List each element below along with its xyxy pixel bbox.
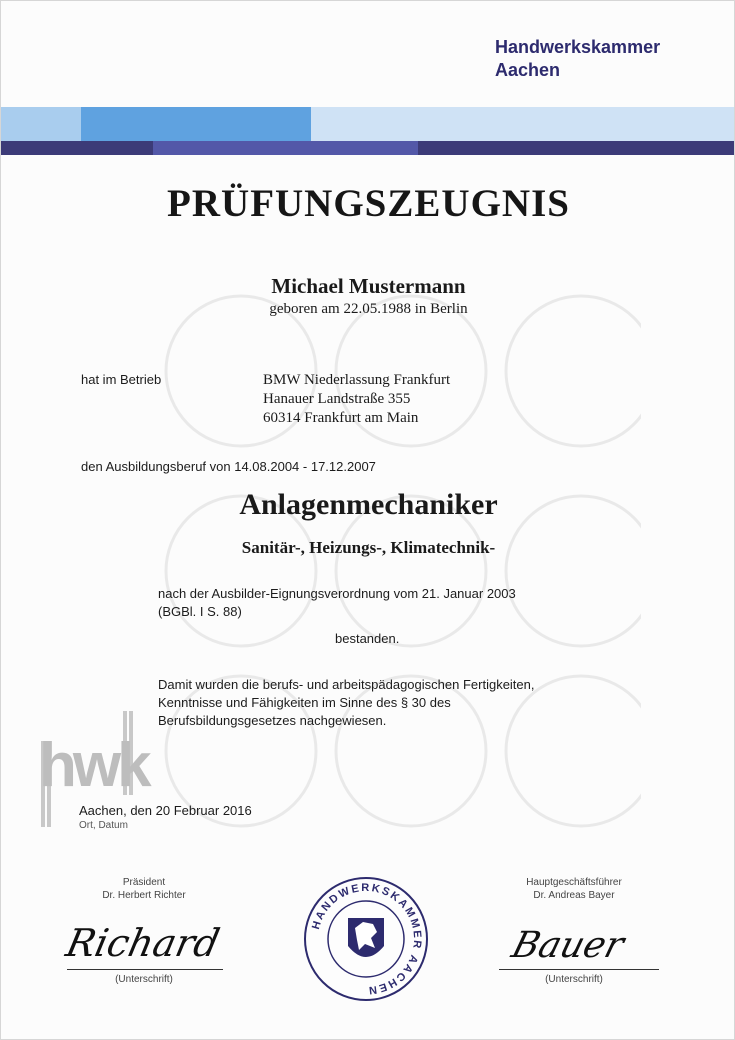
signature-left-line	[67, 969, 223, 970]
statement-line: Damit wurden die berufs- und arbeitspädagogischen Fertigkeiten,	[158, 677, 535, 692]
signer-left-name: Dr. Herbert Richter	[102, 890, 186, 901]
signer-left-role: Präsident	[122, 877, 166, 888]
issuer-line-1: Handwerkskammer	[495, 37, 661, 57]
company-line: BMW Niederlassung Frankfurt	[263, 372, 451, 388]
company-line: 60314 Frankfurt am Main	[263, 410, 419, 426]
regulation	[158, 585, 516, 621]
signer-left	[65, 876, 223, 902]
result-passed: bestanden.	[335, 631, 400, 646]
signer-right-role: Hauptgeschäftsführer	[526, 877, 622, 888]
signature-right: Bauer	[507, 925, 629, 966]
signer-right	[491, 876, 657, 902]
company-label: hat im Betrieb	[81, 372, 162, 387]
regulation-line: (BGBl. I S. 88)	[158, 604, 242, 619]
signer-right-name: Dr. Andreas Bayer	[533, 890, 615, 901]
issue-place-date-label: Ort, Datum	[79, 820, 128, 831]
document-title: PRÜFUNGSZEUGNIS	[167, 182, 570, 225]
statement	[158, 676, 535, 730]
profession-specialization: Sanitär-, Heizungs-, Klimatechnik-	[241, 538, 496, 557]
signature-right-label: (Unterschrift)	[545, 974, 603, 985]
holder-name: Michael Mustermann	[271, 274, 466, 298]
holder-birth: geboren am 22.05.1988 in Berlin	[269, 301, 468, 317]
statement-line: Berufsbildungsgesetzes nachgewiesen.	[158, 713, 387, 728]
issuer-name	[495, 36, 660, 82]
regulation-line: nach der Ausbilder-Eignungsverordnung vom 21. Januar 2003	[158, 586, 516, 601]
training-period: den Ausbildungsberuf von 14.08.2004 - 17.12.2007	[81, 459, 376, 474]
issuer-line-2: Aachen	[495, 60, 561, 80]
company-address	[263, 371, 450, 428]
header-band	[1, 107, 735, 155]
signature-left: Richard	[62, 921, 224, 965]
statement-line: Kenntnisse und Fähigkeiten im Sinne des § 30 des	[158, 695, 451, 710]
company-line: Hanauer Landstraße 355	[263, 391, 411, 407]
seal-text: HANDWERKSKAMMER AACHEN	[309, 881, 424, 997]
hwk-logo-text: hwk	[39, 731, 148, 800]
profession-title: Anlagenmechaniker	[239, 488, 498, 521]
official-seal	[303, 876, 429, 1002]
signature-left-label: (Unterschrift)	[115, 974, 173, 985]
issue-place-date: Aachen, den 20 Februar 2016	[79, 803, 252, 818]
signature-right-line	[499, 969, 659, 970]
